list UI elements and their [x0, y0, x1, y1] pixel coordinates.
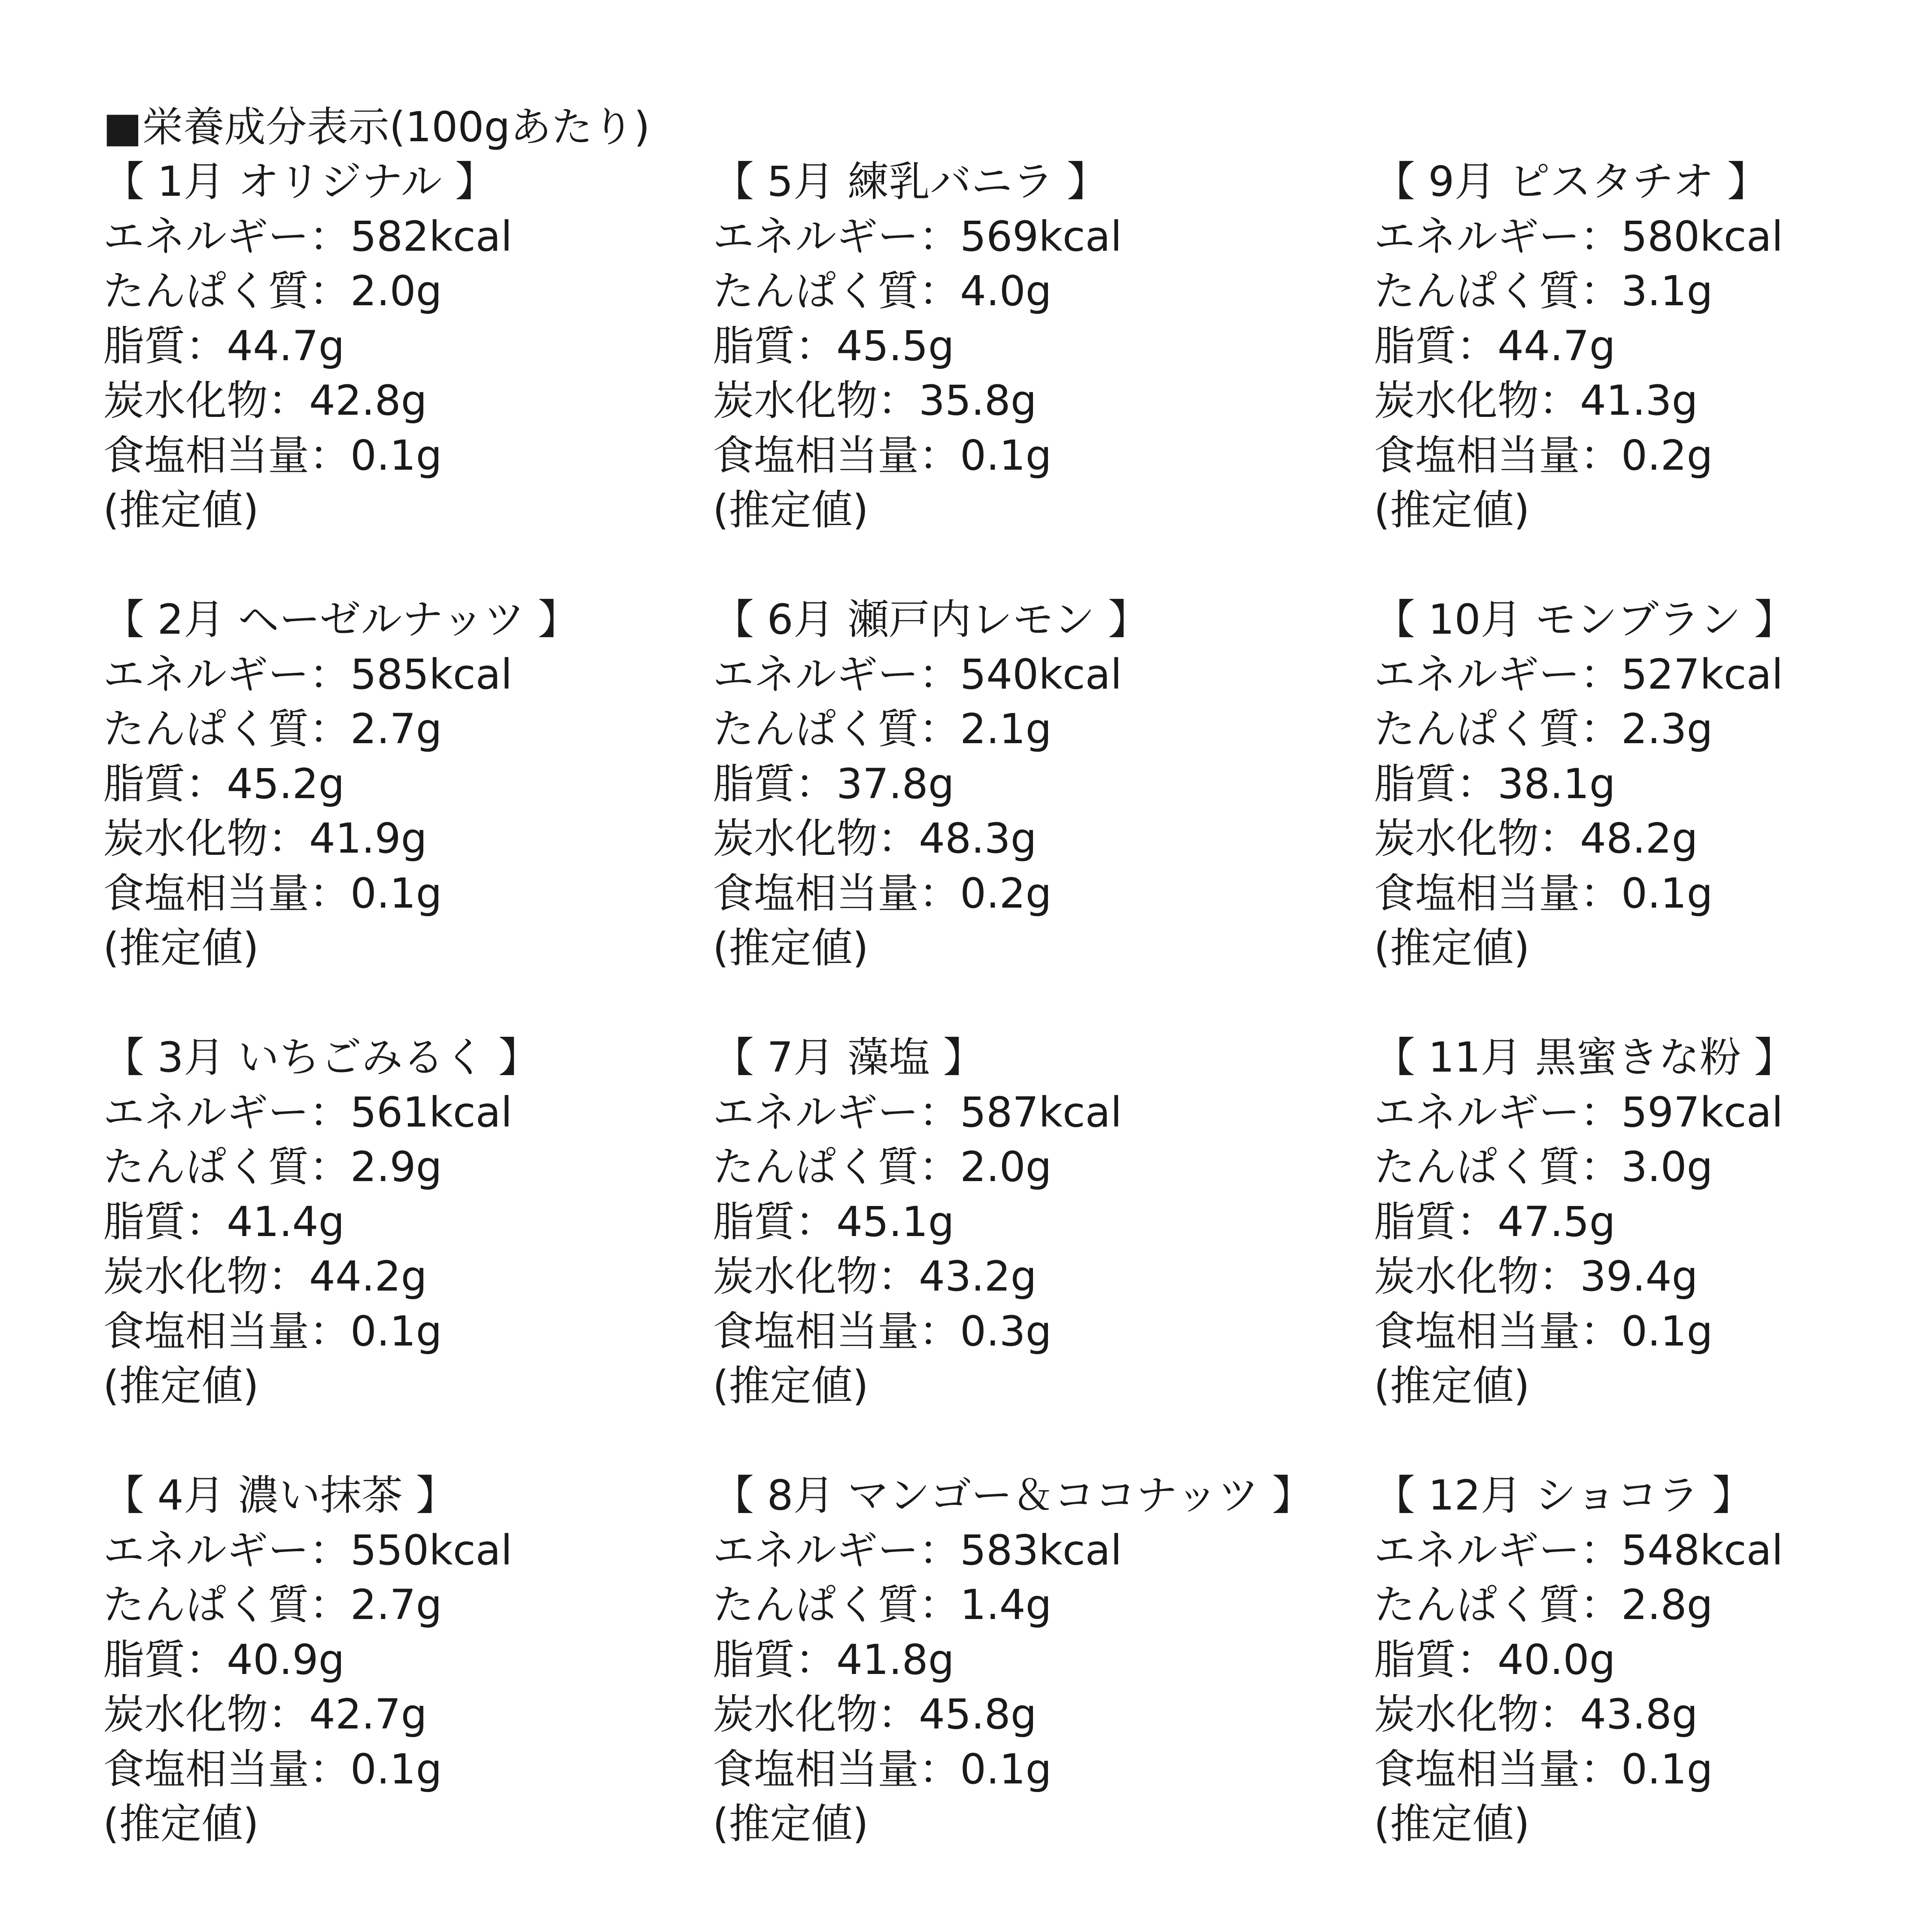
carbs-value: 43.8g	[1580, 1690, 1698, 1738]
carbs-label: 炭水化物：	[103, 377, 309, 425]
fat-value: 44.7g	[1498, 322, 1616, 370]
estimate-note: (推定値)	[713, 924, 869, 972]
fat-label: 脂質：	[103, 759, 227, 808]
salt-value: 0.1g	[960, 1745, 1052, 1793]
energy-value: 597kcal	[1621, 1088, 1783, 1136]
fat-value: 45.2g	[227, 759, 345, 808]
energy-value: 583kcal	[960, 1526, 1122, 1574]
salt-label: 食塩相当量：	[1374, 869, 1621, 917]
flavor-title: 【 8月 マンゴー＆ココナッツ 】	[713, 1471, 1313, 1519]
carbs-label: 炭水化物：	[1374, 814, 1580, 863]
carbs-label: 炭水化物：	[1374, 1252, 1580, 1300]
salt-row	[713, 1304, 1314, 1359]
fat-row	[713, 319, 1314, 374]
carbs-value: 43.2g	[919, 1252, 1037, 1300]
salt-value: 0.1g	[960, 431, 1052, 480]
estimate-note: (推定値)	[713, 1800, 869, 1848]
salt-label: 食塩相当量：	[713, 1745, 960, 1793]
estimate-note: (推定値)	[1374, 486, 1530, 534]
energy-label: エネルギー：	[103, 1088, 350, 1136]
salt-row	[103, 1304, 704, 1359]
fat-label: 脂質：	[1374, 759, 1498, 808]
fat-row	[713, 1195, 1314, 1250]
energy-label: エネルギー：	[713, 212, 960, 261]
salt-value: 0.3g	[960, 1307, 1052, 1355]
energy-row	[1374, 1085, 1932, 1140]
flavor-title: 【 6月 瀬戸内レモン 】	[713, 595, 1149, 644]
fat-label: 脂質：	[103, 1635, 227, 1684]
fat-row	[713, 1633, 1314, 1688]
flavor-title: 【 9月 ピスタチオ 】	[1374, 158, 1768, 206]
flavor-title: 【 10月 モンブラン 】	[1374, 595, 1795, 644]
protein-row	[1374, 264, 1932, 319]
salt-value: 0.1g	[350, 1307, 442, 1355]
fat-value: 40.9g	[227, 1635, 345, 1684]
fat-label: 脂質：	[1374, 322, 1498, 370]
salt-value: 0.1g	[350, 431, 442, 480]
flavor-block-october	[1374, 592, 1932, 976]
estimate-note: (推定値)	[103, 924, 259, 972]
protein-value: 2.9g	[350, 1143, 442, 1191]
protein-label: たんぱく質：	[1374, 1581, 1621, 1629]
carbs-label: 炭水化物：	[103, 1690, 309, 1738]
fat-label: 脂質：	[713, 759, 836, 808]
salt-label: 食塩相当量：	[713, 431, 960, 480]
protein-value: 1.4g	[960, 1581, 1052, 1629]
salt-value: 0.2g	[1621, 431, 1713, 480]
flavor-title: 【 4月 濃い抹茶 】	[103, 1471, 457, 1519]
fat-value: 38.1g	[1498, 759, 1616, 808]
protein-row	[103, 264, 704, 319]
carbs-row	[713, 1249, 1314, 1304]
carbs-label: 炭水化物：	[1374, 1690, 1580, 1738]
protein-row	[713, 1140, 1314, 1195]
carbs-row	[103, 374, 704, 428]
energy-label: エネルギー：	[103, 650, 350, 699]
flavor-title: 【 1月 オリジナル 】	[103, 158, 496, 206]
flavor-block-june	[713, 592, 1314, 976]
energy-value: 569kcal	[960, 212, 1122, 261]
energy-label: エネルギー：	[103, 1526, 350, 1574]
energy-row	[1374, 210, 1932, 264]
fat-value: 47.5g	[1498, 1197, 1616, 1246]
energy-label: エネルギー：	[1374, 650, 1621, 699]
flavor-block-november	[1374, 1030, 1932, 1414]
energy-row	[713, 1523, 1314, 1578]
estimate-note: (推定値)	[1374, 1362, 1530, 1410]
protein-row	[1374, 702, 1932, 757]
carbs-label: 炭水化物：	[1374, 377, 1580, 425]
energy-row	[713, 1085, 1314, 1140]
carbs-value: 39.4g	[1580, 1252, 1698, 1300]
protein-value: 2.1g	[960, 705, 1052, 753]
flavor-title: 【 7月 藻塩 】	[713, 1033, 984, 1081]
carbs-row	[103, 1249, 704, 1304]
protein-value: 2.8g	[1621, 1581, 1713, 1629]
carbs-label: 炭水化物：	[713, 814, 919, 863]
protein-label: たんぱく質：	[1374, 1143, 1621, 1191]
carbs-row	[1374, 1687, 1932, 1742]
fat-row	[713, 757, 1314, 812]
protein-value: 2.7g	[350, 705, 442, 753]
energy-row	[103, 647, 704, 702]
carbs-value: 45.8g	[919, 1690, 1037, 1738]
flavor-block-december	[1374, 1468, 1932, 1852]
carbs-value: 44.2g	[309, 1252, 427, 1300]
protein-label: たんぱく質：	[713, 1581, 960, 1629]
salt-value: 0.1g	[350, 869, 442, 917]
salt-row	[1374, 1742, 1932, 1797]
carbs-row	[1374, 811, 1932, 866]
fat-row	[103, 1195, 704, 1250]
carbs-label: 炭水化物：	[713, 377, 919, 425]
energy-value: 548kcal	[1621, 1526, 1783, 1574]
salt-label: 食塩相当量：	[1374, 431, 1621, 480]
protein-label: たんぱく質：	[103, 1581, 350, 1629]
fat-label: 脂質：	[713, 1197, 836, 1246]
flavor-block-august	[713, 1468, 1314, 1852]
protein-row	[1374, 1578, 1932, 1633]
protein-value: 3.1g	[1621, 267, 1713, 315]
salt-label: 食塩相当量：	[103, 1745, 350, 1793]
energy-row	[1374, 647, 1932, 702]
flavor-title: 【 2月 ヘーゼルナッツ 】	[103, 595, 579, 644]
energy-row	[1374, 1523, 1932, 1578]
flavor-block-february	[103, 592, 704, 976]
salt-label: 食塩相当量：	[103, 869, 350, 917]
estimate-note: (推定値)	[103, 1362, 259, 1410]
salt-row	[1374, 866, 1932, 921]
protein-row	[103, 702, 704, 757]
salt-row	[103, 428, 704, 483]
salt-value: 0.1g	[1621, 869, 1713, 917]
salt-row	[103, 1742, 704, 1797]
protein-value: 3.0g	[1621, 1143, 1713, 1191]
salt-row	[1374, 1304, 1932, 1359]
energy-row	[713, 647, 1314, 702]
carbs-value: 48.3g	[919, 814, 1037, 863]
energy-value: 540kcal	[960, 650, 1122, 699]
carbs-value: 41.9g	[309, 814, 427, 863]
carbs-row	[1374, 1249, 1932, 1304]
page-title: ■栄養成分表示(100gあたり)	[103, 103, 650, 151]
carbs-row	[713, 374, 1314, 428]
energy-label: エネルギー：	[1374, 1526, 1621, 1574]
flavor-block-january	[103, 155, 704, 538]
protein-label: たんぱく質：	[1374, 705, 1621, 753]
fat-row	[103, 757, 704, 812]
protein-value: 2.7g	[350, 1581, 442, 1629]
salt-row	[713, 1742, 1314, 1797]
fat-value: 37.8g	[836, 759, 954, 808]
flavor-block-september	[1374, 155, 1932, 538]
flavor-block-march	[103, 1030, 704, 1414]
protein-row	[713, 702, 1314, 757]
carbs-value: 41.3g	[1580, 377, 1698, 425]
estimate-note: (推定値)	[1374, 1800, 1530, 1848]
estimate-note: (推定値)	[713, 486, 869, 534]
salt-label: 食塩相当量：	[1374, 1745, 1621, 1793]
energy-label: エネルギー：	[103, 212, 350, 261]
flavor-block-may	[713, 155, 1314, 538]
protein-label: たんぱく質：	[103, 267, 350, 315]
carbs-row	[713, 811, 1314, 866]
protein-value: 2.0g	[350, 267, 442, 315]
salt-label: 食塩相当量：	[103, 431, 350, 480]
protein-row	[713, 1578, 1314, 1633]
carbs-label: 炭水化物：	[103, 814, 309, 863]
fat-row	[103, 1633, 704, 1688]
salt-value: 0.1g	[1621, 1745, 1713, 1793]
energy-value: 587kcal	[960, 1088, 1122, 1136]
salt-value: 0.1g	[350, 1745, 442, 1793]
energy-label: エネルギー：	[1374, 212, 1621, 261]
fat-label: 脂質：	[103, 1197, 227, 1246]
fat-label: 脂質：	[713, 322, 836, 370]
protein-value: 2.0g	[960, 1143, 1052, 1191]
salt-label: 食塩相当量：	[713, 1307, 960, 1355]
energy-value: 580kcal	[1621, 212, 1783, 261]
carbs-row	[713, 1687, 1314, 1742]
protein-label: たんぱく質：	[103, 705, 350, 753]
carbs-row	[1374, 374, 1932, 428]
flavor-title: 【 3月 いちごみるく 】	[103, 1033, 540, 1081]
carbs-label: 炭水化物：	[103, 1252, 309, 1300]
carbs-label: 炭水化物：	[713, 1690, 919, 1738]
fat-row	[103, 319, 704, 374]
fat-value: 41.4g	[227, 1197, 345, 1246]
flavor-block-april	[103, 1468, 704, 1852]
energy-label: エネルギー：	[1374, 1088, 1621, 1136]
energy-row	[713, 210, 1314, 264]
estimate-note: (推定値)	[1374, 924, 1530, 972]
energy-value: 550kcal	[350, 1526, 513, 1574]
estimate-note: (推定値)	[103, 1800, 259, 1848]
fat-label: 脂質：	[1374, 1635, 1498, 1684]
salt-label: 食塩相当量：	[1374, 1307, 1621, 1355]
energy-label: エネルギー：	[713, 650, 960, 699]
protein-label: たんぱく質：	[1374, 267, 1621, 315]
energy-label: エネルギー：	[713, 1088, 960, 1136]
energy-value: 561kcal	[350, 1088, 513, 1136]
salt-value: 0.1g	[1621, 1307, 1713, 1355]
carbs-value: 35.8g	[919, 377, 1037, 425]
flavor-title: 【 5月 練乳バニラ 】	[713, 158, 1108, 206]
fat-label: 脂質：	[1374, 1197, 1498, 1246]
salt-row	[1374, 428, 1932, 483]
carbs-value: 48.2g	[1580, 814, 1698, 863]
salt-label: 食塩相当量：	[103, 1307, 350, 1355]
carbs-label: 炭水化物：	[713, 1252, 919, 1300]
fat-value: 45.5g	[836, 322, 954, 370]
protein-value: 2.3g	[1621, 705, 1713, 753]
protein-label: たんぱく質：	[713, 1143, 960, 1191]
energy-value: 582kcal	[350, 212, 513, 261]
protein-label: たんぱく質：	[103, 1143, 350, 1191]
fat-value: 45.1g	[836, 1197, 954, 1246]
salt-label: 食塩相当量：	[713, 869, 960, 917]
energy-value: 527kcal	[1621, 650, 1783, 699]
salt-row	[713, 866, 1314, 921]
carbs-value: 42.7g	[309, 1690, 427, 1738]
fat-label: 脂質：	[713, 1635, 836, 1684]
protein-row	[103, 1578, 704, 1633]
fat-value: 41.8g	[836, 1635, 954, 1684]
protein-value: 4.0g	[960, 267, 1052, 315]
carbs-row	[103, 811, 704, 866]
energy-row	[103, 210, 704, 264]
fat-row	[1374, 1195, 1932, 1250]
protein-row	[103, 1140, 704, 1195]
protein-row	[713, 264, 1314, 319]
energy-value: 585kcal	[350, 650, 513, 699]
protein-row	[1374, 1140, 1932, 1195]
salt-row	[103, 866, 704, 921]
fat-label: 脂質：	[103, 322, 227, 370]
flavor-block-july	[713, 1030, 1314, 1414]
carbs-row	[103, 1687, 704, 1742]
fat-value: 40.0g	[1498, 1635, 1616, 1684]
energy-row	[103, 1523, 704, 1578]
fat-value: 44.7g	[227, 322, 345, 370]
carbs-value: 42.8g	[309, 377, 427, 425]
fat-row	[1374, 319, 1932, 374]
energy-row	[103, 1085, 704, 1140]
estimate-note: (推定値)	[103, 486, 259, 534]
protein-label: たんぱく質：	[713, 267, 960, 315]
salt-value: 0.2g	[960, 869, 1052, 917]
fat-row	[1374, 757, 1932, 812]
estimate-note: (推定値)	[713, 1362, 869, 1410]
flavor-title: 【 11月 黒蜜きな粉 】	[1374, 1033, 1795, 1081]
protein-label: たんぱく質：	[713, 705, 960, 753]
salt-row	[713, 428, 1314, 483]
energy-label: エネルギー：	[713, 1526, 960, 1574]
flavor-title: 【 12月 ショコラ 】	[1374, 1471, 1753, 1519]
fat-row	[1374, 1633, 1932, 1688]
